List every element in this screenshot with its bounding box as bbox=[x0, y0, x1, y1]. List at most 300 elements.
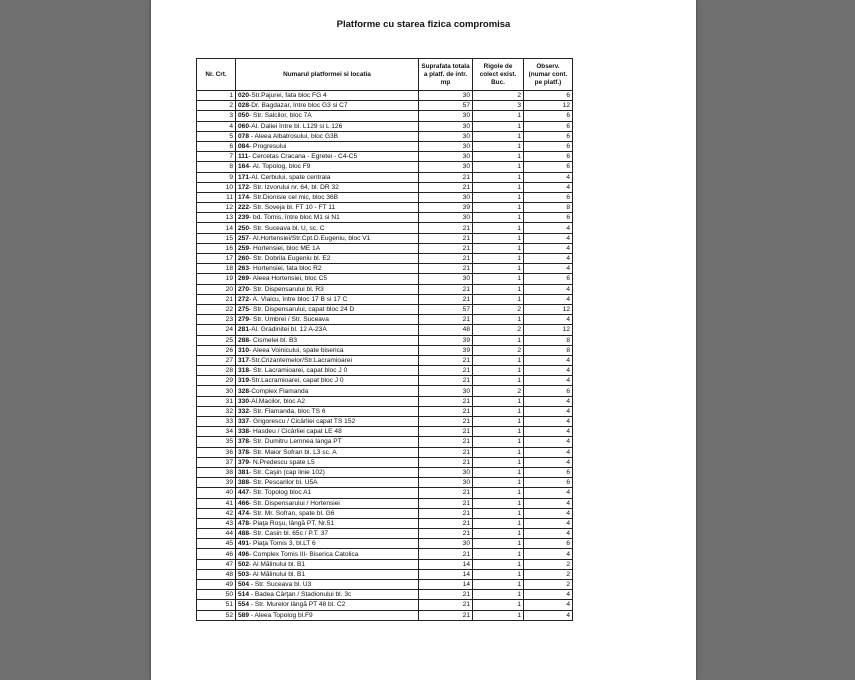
observation-value: 4 bbox=[524, 600, 573, 610]
table-row bbox=[197, 223, 573, 233]
location-text: - Str.Dionisie cel mic, bloc 36B bbox=[249, 193, 339, 201]
table-row bbox=[197, 315, 573, 325]
table-row bbox=[197, 529, 573, 539]
row-number: 23 bbox=[197, 315, 236, 325]
platform-code: 050 bbox=[238, 112, 250, 120]
bins-value: 2 bbox=[473, 304, 524, 314]
row-number: 49 bbox=[197, 580, 236, 590]
platform-location bbox=[236, 529, 419, 539]
table-row bbox=[197, 335, 573, 345]
platform-code: 222 bbox=[238, 204, 250, 212]
platform-location bbox=[236, 101, 419, 111]
area-value: 21 bbox=[419, 294, 473, 304]
row-number: 16 bbox=[197, 243, 236, 253]
page-title: Platforme cu starea fizica compromisa bbox=[336, 19, 511, 30]
observation-value: 4 bbox=[524, 417, 573, 427]
location-text: -Str.Pajurei, fata bloc FG 4 bbox=[249, 92, 327, 100]
observation-value: 2 bbox=[524, 559, 573, 569]
platform-location bbox=[236, 192, 419, 202]
platform-location bbox=[236, 264, 419, 274]
location-text: - Str. Flamanda, bloc TS 6 bbox=[249, 407, 326, 415]
table-row bbox=[197, 406, 573, 416]
location-text: - Str. Casin bl. 65c / P.T. 37 bbox=[249, 530, 329, 538]
location-text: - Aleea Albatrosului, bloc G3B bbox=[249, 132, 339, 140]
observation-value: 6 bbox=[524, 386, 573, 396]
row-number: 36 bbox=[197, 447, 236, 457]
area-value: 21 bbox=[419, 406, 473, 416]
bins-value: 1 bbox=[473, 406, 524, 416]
platform-code: 084 bbox=[238, 143, 250, 151]
observation-value: 4 bbox=[524, 172, 573, 182]
platform-location bbox=[236, 355, 419, 365]
platform-code: 491 bbox=[238, 540, 250, 548]
area-value: 21 bbox=[419, 529, 473, 539]
observation-value: 4 bbox=[524, 233, 573, 243]
platform-code: 172 bbox=[238, 183, 250, 191]
table-row bbox=[197, 243, 573, 253]
platform-code: 332 bbox=[238, 407, 250, 415]
location-text: - Grigorescu / Cicârliei capat TS 152 bbox=[249, 418, 356, 426]
platform-code: 020 bbox=[238, 92, 250, 100]
table-row bbox=[197, 386, 573, 396]
location-text: - Str. Soveja bl. FT 10 - FT 11 bbox=[249, 204, 336, 212]
row-number: 17 bbox=[197, 254, 236, 264]
platform-code: 317 bbox=[238, 356, 250, 364]
row-number: 14 bbox=[197, 223, 236, 233]
area-value: 30 bbox=[419, 478, 473, 488]
table-row bbox=[197, 610, 573, 620]
row-number: 47 bbox=[197, 559, 236, 569]
table-row bbox=[197, 396, 573, 406]
location-text: - Hortensiei, bloc ME 1A bbox=[249, 244, 321, 252]
platform-code: 504 bbox=[238, 581, 250, 589]
table-row bbox=[197, 569, 573, 579]
row-number: 45 bbox=[197, 539, 236, 549]
location-text: - Al. Topolog, bloc F9 bbox=[249, 163, 311, 171]
bins-value: 1 bbox=[473, 111, 524, 121]
row-number: 8 bbox=[197, 162, 236, 172]
observation-value: 4 bbox=[524, 590, 573, 600]
table-row bbox=[197, 488, 573, 498]
platform-code: 378 bbox=[238, 448, 250, 456]
observation-value: 6 bbox=[524, 131, 573, 141]
bins-value: 1 bbox=[473, 559, 524, 569]
observation-value: 8 bbox=[524, 345, 573, 355]
platform-code: 270 bbox=[238, 285, 250, 293]
location-text: - Piaţa Roşu, lângă PT. Nr.51 bbox=[249, 519, 335, 527]
observation-value: 6 bbox=[524, 213, 573, 223]
platform-code: 466 bbox=[238, 499, 250, 507]
bins-value: 1 bbox=[473, 315, 524, 325]
bins-value: 2 bbox=[473, 91, 524, 101]
area-value: 39 bbox=[419, 203, 473, 213]
area-value: 21 bbox=[419, 549, 473, 559]
area-value: 21 bbox=[419, 508, 473, 518]
platform-location bbox=[236, 457, 419, 467]
observation-value: 6 bbox=[524, 192, 573, 202]
bins-value: 1 bbox=[473, 213, 524, 223]
observation-value: 4 bbox=[524, 549, 573, 559]
row-number: 40 bbox=[197, 488, 236, 498]
observation-value: 12 bbox=[524, 101, 573, 111]
platform-location bbox=[236, 203, 419, 213]
area-value: 57 bbox=[419, 101, 473, 111]
platform-code: 503 bbox=[238, 570, 250, 578]
observation-value: 4 bbox=[524, 508, 573, 518]
table-row bbox=[197, 580, 573, 590]
platform-code: 310 bbox=[238, 346, 250, 354]
platform-code: 337 bbox=[238, 418, 250, 426]
observation-value: 6 bbox=[524, 162, 573, 172]
platform-location bbox=[236, 294, 419, 304]
platforms-table bbox=[196, 58, 573, 621]
bins-value: 1 bbox=[473, 529, 524, 539]
bins-value: 1 bbox=[473, 121, 524, 131]
bins-value: 1 bbox=[473, 131, 524, 141]
table-row bbox=[197, 131, 573, 141]
platform-code: 318 bbox=[238, 367, 250, 375]
bins-value: 1 bbox=[473, 162, 524, 172]
area-value: 21 bbox=[419, 457, 473, 467]
location-text: - Piaţa Tomis 3, bl.LT 6 bbox=[249, 540, 316, 548]
platform-location bbox=[236, 274, 419, 284]
area-value: 21 bbox=[419, 254, 473, 264]
platform-location bbox=[236, 467, 419, 477]
platform-code: 272 bbox=[238, 295, 250, 303]
area-value: 21 bbox=[419, 437, 473, 447]
platform-code: 478 bbox=[238, 519, 250, 527]
platform-code: 488 bbox=[238, 530, 250, 538]
table-row bbox=[197, 304, 573, 314]
area-value: 30 bbox=[419, 152, 473, 162]
bins-value: 2 bbox=[473, 386, 524, 396]
bins-value: 1 bbox=[473, 467, 524, 477]
observation-value: 6 bbox=[524, 478, 573, 488]
platform-code: 328 bbox=[238, 387, 250, 395]
observation-value: 4 bbox=[524, 243, 573, 253]
bins-value: 2 bbox=[473, 345, 524, 355]
platform-code: 028 bbox=[238, 102, 250, 110]
row-number: 13 bbox=[197, 213, 236, 223]
platform-code: 379 bbox=[238, 458, 250, 466]
location-text: - Str. Dispensarului / Hortensiei bbox=[249, 499, 340, 507]
platform-code: 275 bbox=[238, 306, 250, 314]
area-value: 21 bbox=[419, 498, 473, 508]
area-value: 21 bbox=[419, 427, 473, 437]
location-text: - bd. Tomis, între bloc M1 si N1 bbox=[249, 214, 340, 222]
observation-value: 4 bbox=[524, 610, 573, 620]
area-value: 21 bbox=[419, 518, 473, 528]
platform-code: 060 bbox=[238, 122, 250, 130]
platform-location bbox=[236, 447, 419, 457]
location-text: - Str. Dobrila Eugeniu bl. E2 bbox=[249, 255, 331, 263]
header-bins: Rigole de colect exist. Buc. bbox=[473, 59, 524, 91]
platform-code: 447 bbox=[238, 489, 250, 497]
area-value: 30 bbox=[419, 162, 473, 172]
bins-value: 1 bbox=[473, 478, 524, 488]
location-text: -Str.Lacramioarei, capat bloc J 0 bbox=[249, 377, 344, 385]
bins-value: 1 bbox=[473, 264, 524, 274]
row-number: 43 bbox=[197, 518, 236, 528]
row-number: 2 bbox=[197, 101, 236, 111]
platform-code: 474 bbox=[238, 509, 250, 517]
row-number: 22 bbox=[197, 304, 236, 314]
row-number: 5 bbox=[197, 131, 236, 141]
location-text: - Str. Caşin (cap linie 102) bbox=[249, 469, 325, 477]
observation-value: 6 bbox=[524, 141, 573, 151]
observation-value: 6 bbox=[524, 91, 573, 101]
table-row bbox=[197, 91, 573, 101]
platform-code: 174 bbox=[238, 193, 250, 201]
table-row bbox=[197, 559, 573, 569]
observation-value: 4 bbox=[524, 182, 573, 192]
platform-code: 111 bbox=[238, 153, 249, 161]
bins-value: 1 bbox=[473, 590, 524, 600]
table-row bbox=[197, 417, 573, 427]
table-row bbox=[197, 355, 573, 365]
location-text: -Str.Crizantemelor/Str.Lacramioarei bbox=[249, 356, 352, 364]
area-value: 30 bbox=[419, 274, 473, 284]
observation-value: 6 bbox=[524, 121, 573, 131]
observation-value: 4 bbox=[524, 355, 573, 365]
row-number: 18 bbox=[197, 264, 236, 274]
row-number: 24 bbox=[197, 325, 236, 335]
row-number: 20 bbox=[197, 284, 236, 294]
observation-value: 4 bbox=[524, 284, 573, 294]
bins-value: 3 bbox=[473, 101, 524, 111]
row-number: 15 bbox=[197, 233, 236, 243]
platform-location bbox=[236, 152, 419, 162]
platform-code: 164 bbox=[238, 163, 250, 171]
platform-location bbox=[236, 315, 419, 325]
bins-value: 1 bbox=[473, 396, 524, 406]
location-text: - N.Predescu spate L5 bbox=[249, 458, 315, 466]
platform-location bbox=[236, 417, 419, 427]
row-number: 51 bbox=[197, 600, 236, 610]
row-number: 48 bbox=[197, 569, 236, 579]
platform-location bbox=[236, 162, 419, 172]
area-value: 30 bbox=[419, 386, 473, 396]
row-number: 35 bbox=[197, 437, 236, 447]
platform-location bbox=[236, 498, 419, 508]
table-body bbox=[197, 91, 573, 621]
observation-value: 8 bbox=[524, 203, 573, 213]
platform-location bbox=[236, 213, 419, 223]
table-row bbox=[197, 600, 573, 610]
table-row bbox=[197, 457, 573, 467]
row-number: 27 bbox=[197, 355, 236, 365]
location-text: - Hasdeu / Cicârliei capat LE 48 bbox=[249, 428, 342, 436]
platform-code: 381 bbox=[238, 469, 250, 477]
bins-value: 1 bbox=[473, 294, 524, 304]
platform-location bbox=[236, 243, 419, 253]
bins-value: 1 bbox=[473, 569, 524, 579]
row-number: 11 bbox=[197, 192, 236, 202]
row-number: 9 bbox=[197, 172, 236, 182]
platform-location bbox=[236, 233, 419, 243]
area-value: 21 bbox=[419, 488, 473, 498]
area-value: 30 bbox=[419, 192, 473, 202]
row-number: 44 bbox=[197, 529, 236, 539]
location-text: - Str. Murelor lângă PT 48 bl. C2 bbox=[249, 601, 346, 609]
table-row bbox=[197, 590, 573, 600]
area-value: 14 bbox=[419, 569, 473, 579]
area-value: 21 bbox=[419, 366, 473, 376]
platform-location bbox=[236, 376, 419, 386]
header-observations: Observ. (numar cont. pe platf.) bbox=[524, 59, 573, 91]
row-number: 37 bbox=[197, 457, 236, 467]
bins-value: 1 bbox=[473, 223, 524, 233]
bins-value: 1 bbox=[473, 580, 524, 590]
platform-location bbox=[236, 121, 419, 131]
platform-location bbox=[236, 366, 419, 376]
platform-code: 514 bbox=[238, 591, 250, 599]
area-value: 21 bbox=[419, 610, 473, 620]
row-number: 3 bbox=[197, 111, 236, 121]
area-value: 39 bbox=[419, 345, 473, 355]
bins-value: 1 bbox=[473, 600, 524, 610]
table-row bbox=[197, 447, 573, 457]
table-row bbox=[197, 162, 573, 172]
platform-location bbox=[236, 131, 419, 141]
table-row bbox=[197, 274, 573, 284]
location-text: - Str. Suceava bl. U, sc. C bbox=[249, 224, 325, 232]
location-text: - Aleea Topolog bl.F9 bbox=[249, 611, 313, 619]
location-text: - Str. Mr. Sofran, spate bl. G6 bbox=[249, 509, 335, 517]
platform-code: 257 bbox=[238, 234, 250, 242]
platform-code: 263 bbox=[238, 265, 250, 273]
location-text: - Aleea Hortensiei, bloc C5 bbox=[249, 275, 328, 283]
area-value: 39 bbox=[419, 335, 473, 345]
row-number: 31 bbox=[197, 396, 236, 406]
row-number: 29 bbox=[197, 376, 236, 386]
bins-value: 1 bbox=[473, 254, 524, 264]
platform-code: 250 bbox=[238, 224, 250, 232]
table-header-row bbox=[197, 59, 573, 91]
platform-code: 260 bbox=[238, 255, 250, 263]
location-text: - Str. Lacramioarei, capat bloc J 0 bbox=[249, 367, 348, 375]
bins-value: 1 bbox=[473, 243, 524, 253]
bins-value: 1 bbox=[473, 427, 524, 437]
observation-value: 6 bbox=[524, 274, 573, 284]
table-row bbox=[197, 325, 573, 335]
location-text: -Al. Gradinitei bl. 12 A-23A bbox=[249, 326, 327, 334]
observation-value: 4 bbox=[524, 498, 573, 508]
location-text: - Str. Izvorului nr. 64, bl. DR 32 bbox=[249, 183, 339, 191]
platform-location bbox=[236, 172, 419, 182]
area-value: 21 bbox=[419, 182, 473, 192]
area-value: 30 bbox=[419, 539, 473, 549]
row-number: 42 bbox=[197, 508, 236, 518]
bins-value: 1 bbox=[473, 376, 524, 386]
table-row bbox=[197, 121, 573, 131]
observation-value: 4 bbox=[524, 427, 573, 437]
observation-value: 4 bbox=[524, 223, 573, 233]
platform-code: 589 bbox=[238, 611, 250, 619]
platform-location bbox=[236, 345, 419, 355]
platform-code: 319 bbox=[238, 377, 250, 385]
table-row bbox=[197, 294, 573, 304]
platform-location bbox=[236, 437, 419, 447]
observation-value: 4 bbox=[524, 264, 573, 274]
platform-location bbox=[236, 518, 419, 528]
platform-location bbox=[236, 111, 419, 121]
observation-value: 2 bbox=[524, 580, 573, 590]
location-text: - Str. Maior Sofran bl. L3 sc. A bbox=[249, 448, 337, 456]
observation-value: 4 bbox=[524, 518, 573, 528]
table-row bbox=[197, 549, 573, 559]
area-value: 21 bbox=[419, 600, 473, 610]
platform-location bbox=[236, 559, 419, 569]
platform-location bbox=[236, 284, 419, 294]
area-value: 21 bbox=[419, 447, 473, 457]
area-value: 30 bbox=[419, 91, 473, 101]
platform-location bbox=[236, 325, 419, 335]
row-number: 26 bbox=[197, 345, 236, 355]
table-row bbox=[197, 518, 573, 528]
location-text: - Progresului bbox=[249, 143, 287, 151]
table-row bbox=[197, 427, 573, 437]
platform-location bbox=[236, 141, 419, 151]
bins-value: 1 bbox=[473, 539, 524, 549]
observation-value: 12 bbox=[524, 325, 573, 335]
row-number: 25 bbox=[197, 335, 236, 345]
location-text: -Complex Flamanda bbox=[249, 387, 309, 395]
observation-value: 2 bbox=[524, 569, 573, 579]
platform-code: 288 bbox=[238, 336, 250, 344]
table-row bbox=[197, 182, 573, 192]
location-text: - Str. Salcilor, bloc 7A bbox=[249, 112, 312, 120]
bins-value: 1 bbox=[473, 192, 524, 202]
platform-code: 502 bbox=[238, 560, 250, 568]
platform-location bbox=[236, 396, 419, 406]
observation-value: 12 bbox=[524, 304, 573, 314]
table-row bbox=[197, 111, 573, 121]
area-value: 21 bbox=[419, 172, 473, 182]
location-text: - Str. Dumitru Lemnea langa PT bbox=[249, 438, 342, 446]
area-value: 30 bbox=[419, 141, 473, 151]
platform-location bbox=[236, 406, 419, 416]
location-text: - Badea Cârţan / Stadionului bl. 3c bbox=[249, 591, 352, 599]
platform-location bbox=[236, 304, 419, 314]
location-text: -Al. Daliei între bl. L129 si L 126 bbox=[249, 122, 343, 130]
platform-code: 078 bbox=[238, 132, 250, 140]
area-value: 21 bbox=[419, 396, 473, 406]
platform-location bbox=[236, 590, 419, 600]
platform-code: 269 bbox=[238, 275, 250, 283]
platform-code: 496 bbox=[238, 550, 250, 558]
observation-value: 4 bbox=[524, 315, 573, 325]
bins-value: 1 bbox=[473, 335, 524, 345]
table-row bbox=[197, 376, 573, 386]
platform-code: 554 bbox=[238, 601, 250, 609]
table-row bbox=[197, 152, 573, 162]
observation-value: 6 bbox=[524, 111, 573, 121]
platform-code: 378 bbox=[238, 438, 250, 446]
platform-code: 259 bbox=[238, 244, 250, 252]
platform-location bbox=[236, 580, 419, 590]
row-number: 30 bbox=[197, 386, 236, 396]
row-number: 21 bbox=[197, 294, 236, 304]
platform-location bbox=[236, 386, 419, 396]
area-value: 30 bbox=[419, 111, 473, 121]
bins-value: 1 bbox=[473, 141, 524, 151]
bins-value: 1 bbox=[473, 355, 524, 365]
observation-value: 4 bbox=[524, 254, 573, 264]
bins-value: 1 bbox=[473, 549, 524, 559]
row-number: 7 bbox=[197, 152, 236, 162]
bins-value: 1 bbox=[473, 274, 524, 284]
